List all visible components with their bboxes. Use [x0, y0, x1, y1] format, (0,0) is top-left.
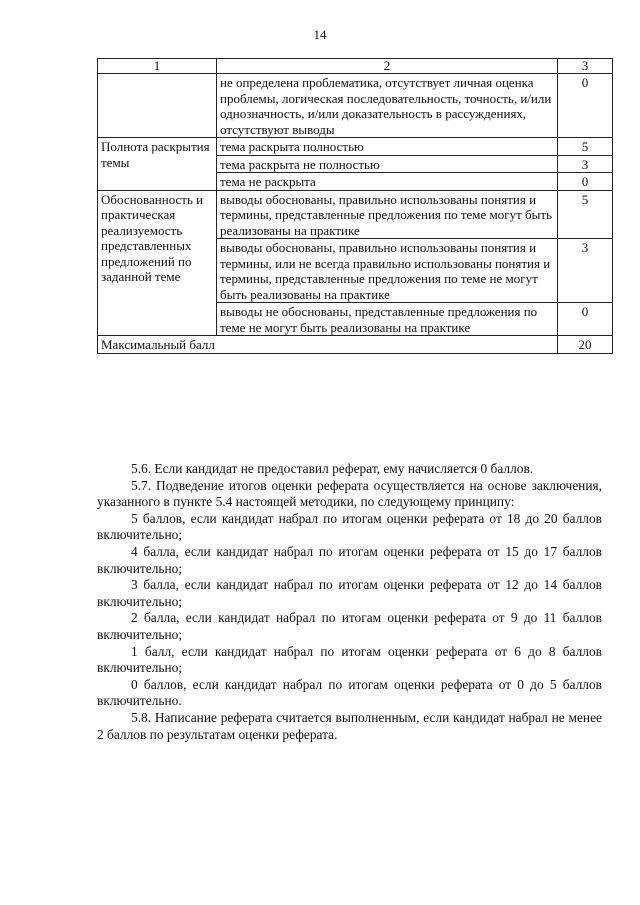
criterion-cell-validity: Обоснованность и практическая реализуемость представленных предложений по заданной теме [98, 190, 217, 336]
paragraph-5-6: 5.6. Если кандидат не предоставил реферат, ему начисляется 0 баллов. [131, 461, 534, 476]
page-number: 14 [313, 27, 327, 42]
description-cell: не определена проблематика, отсутствует личная оценка проблемы, логическая последовательность, точность, и/или однозначность, и/или доказательность в рассуждениях, отсутствуют выводы [217, 74, 558, 138]
description-cell: тема раскрыта полностью [217, 138, 558, 156]
description-cell: выводы обоснованы, правильно использованы понятия и термины, представленные предложения по теме могут быть реализованы на практике [217, 190, 558, 239]
table-header-row [98, 59, 613, 74]
header-col-3: 3 [558, 59, 613, 74]
max-score-label: Максимальный балл [98, 336, 558, 354]
criterion-cell-empty [98, 74, 217, 138]
criteria-table [97, 58, 613, 354]
score-cell: 0 [558, 74, 613, 138]
criterion-cell-completeness: Полнота раскрытия темы [98, 138, 217, 191]
body-text [97, 461, 602, 743]
score-cell: 5 [558, 190, 613, 239]
paragraph-score-5: 5 баллов, если кандидат набрал по итогам оценки реферата от 18 до 20 баллов включительно; [97, 510, 602, 543]
paragraph-score-3: 3 балла, если кандидат набрал по итогам оценки реферата от 12 до 14 баллов включительно; [97, 577, 602, 609]
score-cell: 0 [558, 303, 613, 336]
header-col-2: 2 [217, 59, 558, 74]
score-cell: 5 [558, 138, 613, 156]
description-cell: выводы не обоснованы, представленные предложения по теме не могут быть реализованы на практике [217, 303, 558, 336]
table-row [98, 190, 613, 239]
score-cell: 3 [558, 155, 613, 173]
paragraph-5-8: 5.8. Написание реферата считается выполненным, если кандидат набрал не менее 2 баллов по результатам оценки реферата. [97, 709, 602, 742]
header-col-1: 1 [98, 59, 217, 74]
description-cell: тема не раскрыта [217, 173, 558, 191]
table-total-row [98, 336, 613, 354]
paragraph-score-2: 2 балла, если кандидат набрал по итогам оценки реферата от 9 до 11 баллов включительно; [97, 610, 602, 642]
max-score-value: 20 [558, 336, 613, 354]
score-cell: 0 [558, 173, 613, 191]
paragraph-score-4: 4 балла, если кандидат набрал по итогам оценки реферата от 15 до 17 баллов включительно; [97, 543, 602, 576]
paragraph-score-0: 0 баллов, если кандидат набрал по итогам оценки реферата от 0 до 5 баллов включительно. [97, 676, 602, 709]
table-row [98, 138, 613, 156]
paragraph-score-1: 1 балл, если кандидат набрал по итогам оценки реферата от 6 до 8 баллов включительно; [97, 643, 602, 676]
paragraph-5-7: 5.7. Подведение итогов оценки реферата осуществляется на основе заключения, указанного в пункте 5.4 настоящей методики, по следующему принципу: [97, 477, 602, 510]
description-cell: выводы обоснованы, правильно использованы понятия и термины, или не всегда правильно использованы понятия и термины, представленные предложения по теме не могут быть реализованы на практике [217, 239, 558, 303]
score-cell: 3 [558, 239, 613, 303]
description-cell: тема раскрыта не полностью [217, 155, 558, 173]
table-row [98, 74, 613, 138]
